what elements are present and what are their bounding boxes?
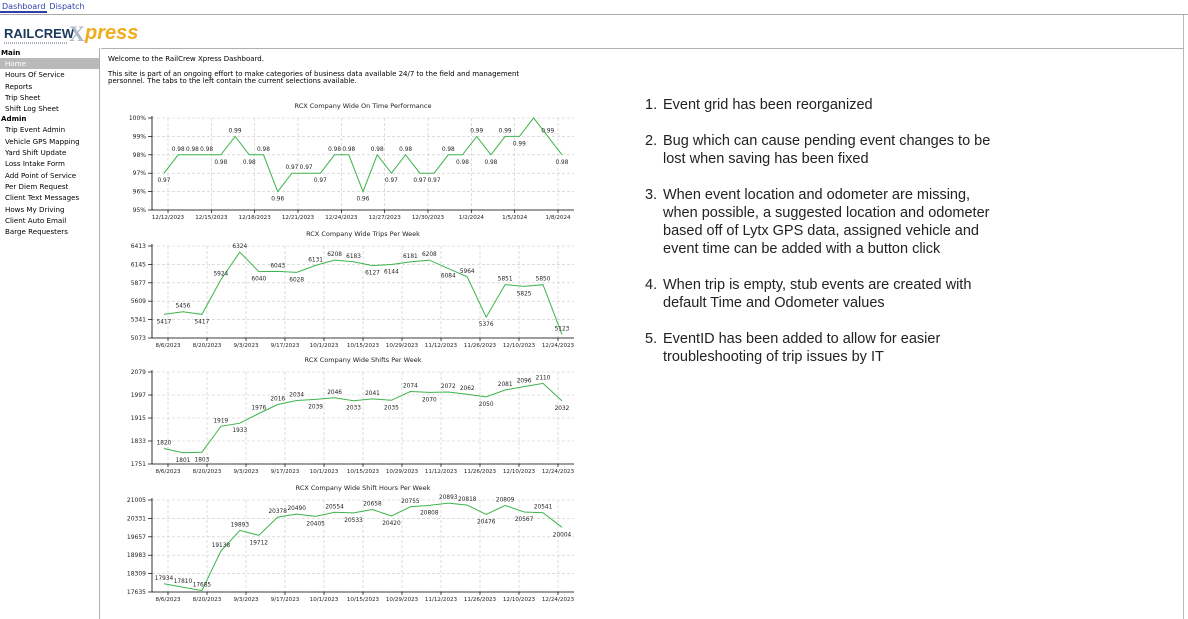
data-label: 5376	[478, 322, 494, 329]
data-label: 0.98	[342, 146, 356, 153]
x-tick-label: 11/26/2023	[463, 343, 497, 349]
x-tick-label: 10/29/2023	[385, 343, 419, 349]
data-label: 5456	[175, 303, 191, 310]
data-label: 0.98	[200, 146, 214, 153]
data-label: 0.98	[185, 146, 199, 153]
data-label: 6131	[308, 257, 324, 264]
chart-title: RCX Company Wide Trips Per Week	[306, 230, 420, 238]
data-label: 2034	[289, 392, 305, 399]
data-label: 2041	[365, 390, 380, 397]
tab-dashboard[interactable]: Dashboard	[2, 2, 46, 11]
data-label: 6324	[232, 244, 248, 251]
data-label: 2033	[346, 405, 361, 412]
data-label: 1803	[194, 457, 210, 464]
sidebar-item-trip-event-admin[interactable]: Trip Event Admin	[5, 125, 66, 135]
on-time-performance-chart	[108, 98, 578, 222]
y-tick-label: 6413	[130, 243, 146, 250]
x-tick-label: 9/17/2023	[270, 597, 300, 603]
data-label: 20490	[287, 506, 306, 513]
data-label: 2110	[535, 375, 551, 382]
data-label: 20554	[325, 504, 344, 511]
data-label: 0.98	[242, 159, 256, 166]
y-tick-label: 99%	[132, 133, 146, 141]
release-note-item	[645, 186, 1005, 258]
data-label: 0.97	[313, 178, 327, 185]
x-tick-label: 10/15/2023	[346, 597, 380, 603]
x-tick-label: 11/12/2023	[424, 469, 458, 475]
x-tick-label: 12/18/2023	[238, 215, 271, 221]
data-label: 6208	[327, 252, 342, 259]
y-tick-label: 1751	[130, 461, 146, 468]
note-number: 1.	[645, 97, 658, 113]
welcome-description: This site is part of an ongoing effort to make categories of business data available 24/7 to the field and management personnel. The tabs to the left contain the current selections available.	[108, 69, 520, 85]
y-tick-label: 20331	[126, 515, 146, 523]
data-label: 0.99	[512, 141, 526, 148]
y-tick-label: 21005	[126, 497, 146, 504]
x-tick-label: 12/24/2023	[325, 215, 358, 221]
data-label: 0.98	[456, 159, 469, 166]
trips-per-week-chart	[108, 226, 578, 350]
data-label: 6127	[365, 270, 380, 277]
data-label: 0.99	[541, 128, 555, 135]
data-label: 2039	[308, 404, 324, 411]
x-tick-label: 10/29/2023	[385, 597, 419, 603]
data-label: 20004	[552, 532, 572, 539]
data-label: 1933	[232, 428, 248, 435]
data-label: 5850	[535, 276, 551, 283]
sidebar-item-home[interactable]: Home	[0, 58, 99, 69]
sidebar-item-per-diem-request[interactable]: Per Diem Request	[5, 181, 69, 191]
data-label: 0.96	[356, 196, 370, 203]
note-number: 5.	[645, 331, 658, 347]
data-label: 2081	[497, 381, 513, 388]
tab-dispatch[interactable]: Dispatch	[49, 2, 85, 11]
x-tick-label: 12/27/2023	[368, 215, 401, 221]
data-label: 2062	[459, 386, 475, 393]
x-tick-label: 8/20/2023	[192, 469, 222, 475]
y-tick-label: 1997	[130, 392, 146, 399]
x-tick-label: 10/29/2023	[385, 469, 419, 475]
release-note-item	[645, 132, 1005, 168]
header-divider	[101, 48, 1183, 49]
y-tick-label: 5877	[130, 279, 146, 287]
x-tick-label: 1/8/2024	[545, 215, 571, 221]
y-tick-label: 2079	[130, 369, 146, 376]
x-tick-label: 10/15/2023	[346, 343, 380, 349]
data-label: 1919	[213, 418, 229, 425]
data-label: 2046	[327, 389, 342, 396]
sidebar-item-barge-requesters[interactable]: Barge Requesters	[5, 227, 68, 237]
data-label: 20476	[476, 519, 496, 526]
y-tick-label: 18309	[126, 570, 146, 578]
sidebar-item-yard-shift-update[interactable]: Yard Shift Update	[5, 148, 67, 158]
x-tick-label: 11/26/2023	[463, 469, 497, 475]
shifts-per-week-chart	[108, 352, 578, 476]
x-tick-label: 12/24/2023	[541, 597, 575, 603]
data-label: 0.98	[214, 159, 228, 166]
sidebar-item-loss-intake-form[interactable]: Loss Intake Form	[5, 159, 65, 169]
note-number: 3.	[645, 187, 658, 203]
x-tick-label: 9/17/2023	[270, 343, 300, 349]
sidebar-item-add-point-of-service[interactable]: Add Point of Service	[5, 170, 77, 180]
note-text: Event grid has been reorganized	[663, 97, 873, 113]
y-tick-label: 95%	[132, 207, 146, 214]
x-tick-label: 11/26/2023	[463, 597, 497, 603]
sidebar-item-client-text-messages[interactable]: Client Text Messages	[5, 193, 80, 203]
x-tick-label: 9/3/2023	[233, 343, 259, 349]
release-notes-list	[645, 96, 1005, 384]
data-label: 0.97	[299, 165, 313, 172]
note-text: When event location and odometer are missing, when possible, a suggested location and odometer based off of Lytx GPS data, assigned vehicle and event time can be added with a button click	[663, 187, 990, 257]
x-tick-label: 8/6/2023	[155, 469, 181, 475]
note-number: 4.	[645, 277, 658, 293]
x-tick-label: 11/12/2023	[424, 597, 458, 603]
data-label: 5417	[156, 319, 172, 326]
data-label: 6028	[289, 277, 305, 284]
note-number: 2.	[645, 133, 658, 149]
data-label: 0.96	[271, 196, 285, 203]
data-label: 0.99	[498, 128, 512, 135]
note-text: When trip is empty, stub events are created with default Time and Odometer values	[663, 277, 972, 311]
data-label: 19138	[211, 542, 231, 549]
y-tick-label: 18983	[126, 552, 146, 560]
data-label: 0.98	[399, 146, 413, 153]
sidebar-item-vehicle-gps-mapping[interactable]: Vehicle GPS Mapping	[5, 136, 80, 146]
data-label: 6208	[421, 252, 437, 259]
data-label: 20378	[268, 509, 287, 516]
data-label: 5825	[516, 291, 532, 298]
data-label: 6181	[402, 253, 418, 260]
data-label: 6040	[251, 276, 267, 283]
release-note-item	[645, 96, 1005, 114]
right-border	[1183, 15, 1184, 619]
data-label: 0.99	[228, 128, 242, 135]
data-label: 5964	[459, 268, 475, 275]
chart-title: RCX Company Wide Shifts Per Week	[304, 356, 422, 364]
data-label: 5851	[497, 276, 513, 283]
y-tick-label: 5341	[130, 316, 146, 324]
data-label: 0.98	[257, 146, 270, 153]
x-tick-label: 8/6/2023	[155, 597, 181, 603]
data-label: 0.97	[384, 178, 398, 185]
sidebar-item-shift-log-sheet[interactable]: Shift Log Sheet	[5, 104, 59, 114]
data-label: 2072	[440, 383, 456, 390]
data-label: 2032	[554, 405, 570, 412]
x-tick-label: 1/5/2024	[502, 215, 528, 221]
x-tick-label: 9/17/2023	[270, 469, 300, 475]
y-tick-label: 96%	[132, 188, 146, 196]
x-tick-label: 8/20/2023	[192, 597, 222, 603]
chart-title: RCX Company Wide On Time Performance	[294, 102, 432, 110]
y-tick-label: 100%	[128, 115, 146, 122]
data-label: 1801	[175, 457, 191, 464]
x-tick-label: 8/20/2023	[192, 343, 222, 349]
x-tick-label: 10/1/2023	[309, 469, 339, 475]
data-label: 0.98	[484, 159, 498, 166]
sidebar-header-main: Main	[1, 48, 21, 57]
data-label: 2050	[478, 401, 494, 408]
data-label: 20533	[344, 517, 363, 524]
data-label: 17810	[173, 579, 193, 586]
x-tick-label: 12/10/2023	[502, 343, 536, 349]
x-tick-label: 12/12/2023	[151, 215, 185, 221]
x-tick-label: 12/10/2023	[502, 597, 536, 603]
data-label: 0.97	[157, 178, 171, 185]
welcome-line: Welcome to the RailCrew Xpress Dashboard.	[108, 55, 264, 63]
data-label: 20818	[458, 497, 477, 504]
y-tick-label: 98%	[132, 151, 146, 159]
data-label: 1820	[156, 440, 172, 447]
note-text: EventID has been added to allow for easier troubleshooting of trip issues by IT	[663, 331, 941, 365]
data-label: 0.98	[441, 146, 455, 153]
x-tick-label: 8/6/2023	[155, 343, 181, 349]
data-label: 0.98	[555, 159, 569, 166]
logo-mark-x: X	[69, 21, 85, 46]
data-label: 2070	[421, 397, 437, 404]
sidebar-item-hours-of-service[interactable]: Hours Of Service	[5, 70, 65, 80]
data-label: 20541	[533, 504, 553, 511]
data-label: 5417	[194, 319, 210, 326]
shift-hours-per-week-chart	[108, 480, 578, 604]
data-label: 6183	[346, 253, 361, 260]
data-label: 20405	[306, 521, 325, 528]
data-label: 0.97	[413, 178, 427, 185]
x-tick-label: 12/21/2023	[281, 215, 315, 221]
railcrew-xpress-logo	[3, 18, 139, 48]
data-label: 2096	[516, 378, 532, 385]
y-tick-label: 97%	[132, 170, 146, 178]
x-tick-label: 9/3/2023	[233, 469, 259, 475]
welcome-text	[108, 56, 528, 93]
release-note-item	[645, 330, 1005, 366]
y-tick-label: 19657	[126, 533, 146, 541]
data-label: 20755	[401, 498, 420, 505]
sidebar-header-admin: Admin	[1, 114, 27, 124]
data-label: 2074	[402, 383, 418, 390]
data-label: 20567	[514, 516, 534, 523]
data-label: 20658	[363, 501, 382, 508]
x-tick-label: 12/24/2023	[541, 469, 575, 475]
logo-text-railcrew: RAILCREW	[4, 26, 75, 41]
sidebar-item-reports[interactable]: Reports	[5, 81, 33, 91]
x-tick-label: 12/30/2023	[411, 215, 445, 221]
data-label: 6043	[270, 263, 286, 270]
data-label: 0.98	[328, 146, 342, 153]
data-label: 0.97	[427, 178, 441, 185]
data-label: 2016	[270, 396, 286, 403]
x-tick-label: 9/3/2023	[233, 597, 259, 603]
logo-text-xpress: press	[85, 22, 139, 44]
data-label: 0.97	[285, 165, 299, 172]
data-label: 0.98	[370, 146, 384, 153]
data-label: 0.98	[171, 146, 185, 153]
top-nav-bar	[0, 0, 1188, 15]
x-tick-label: 10/15/2023	[346, 469, 380, 475]
data-label: 0.99	[470, 128, 484, 135]
data-label: 20808	[420, 510, 439, 517]
y-tick-label: 1915	[130, 415, 146, 422]
sidebar-item-trip-sheet[interactable]: Trip Sheet	[5, 92, 41, 102]
note-text: Bug which can cause pending event changes to be lost when saving has been fixed	[663, 133, 991, 167]
data-label: 20893	[439, 495, 458, 502]
data-label: 19712	[249, 540, 268, 547]
y-tick-label: 17635	[126, 589, 146, 596]
sidebar	[0, 48, 100, 619]
sidebar-item-hows-my-driving[interactable]: Hows My Driving	[5, 204, 65, 214]
data-label: 5924	[213, 271, 229, 278]
data-label: 19893	[230, 522, 250, 529]
x-tick-label: 12/24/2023	[541, 343, 575, 349]
data-label: 17934	[154, 575, 174, 582]
x-tick-label: 12/10/2023	[502, 469, 536, 475]
data-label: 5123	[554, 326, 570, 333]
y-tick-label: 5073	[130, 335, 146, 342]
release-note-item	[645, 276, 1005, 312]
data-label: 20809	[495, 497, 515, 504]
data-label: 17685	[192, 582, 212, 589]
x-tick-label: 10/1/2023	[309, 343, 339, 349]
sidebar-item-client-auto-email[interactable]: Client Auto Email	[5, 215, 67, 225]
chart-title: RCX Company Wide Shift Hours Per Week	[295, 484, 431, 492]
data-label: 20420	[382, 520, 401, 527]
y-tick-label: 6145	[130, 261, 146, 269]
data-label: 6144	[384, 269, 399, 276]
y-tick-label: 1833	[130, 438, 146, 445]
data-label: 1976	[251, 405, 267, 412]
data-label: 6084	[440, 273, 456, 280]
y-tick-label: 5609	[130, 298, 146, 306]
x-tick-label: 1/2/2024	[458, 215, 484, 221]
data-label: 2035	[384, 405, 399, 412]
x-tick-label: 10/1/2023	[309, 597, 339, 603]
x-tick-label: 11/12/2023	[424, 343, 458, 349]
x-tick-label: 12/15/2023	[195, 215, 228, 221]
